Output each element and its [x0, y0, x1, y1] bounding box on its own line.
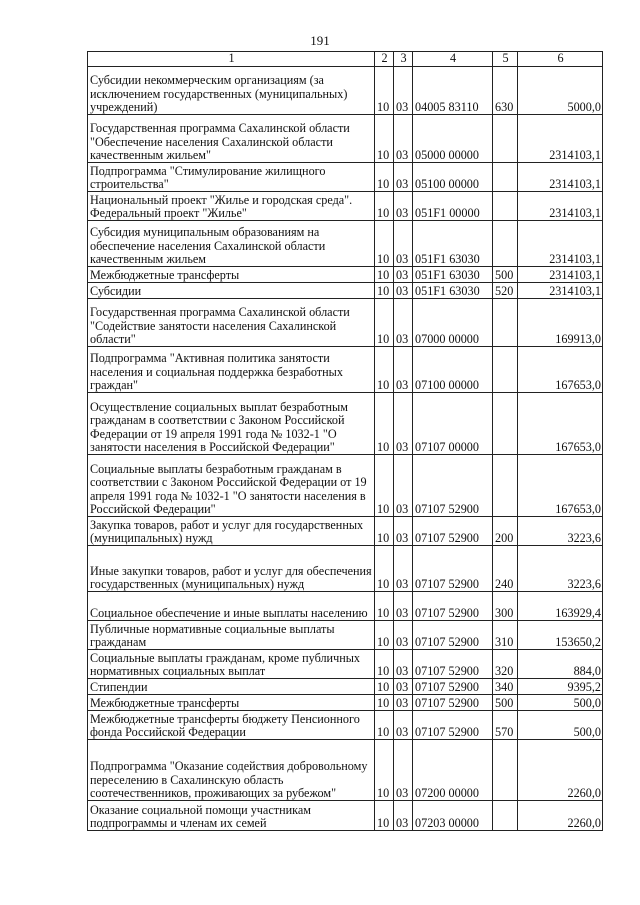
row-amount-cell: 2314103,1	[518, 283, 603, 299]
column-header: 6	[518, 52, 603, 67]
row-target-article-cell: 05000 00000	[413, 115, 493, 163]
table-row	[88, 67, 603, 115]
table-row	[88, 163, 603, 192]
row-target-article-cell: 07107 52900	[413, 455, 493, 517]
row-subsection-cell: 03	[394, 455, 413, 517]
row-name-cell: Подпрограмма "Активная политика занятости населения и социальная поддержка безработных граждан"	[88, 347, 375, 393]
row-section-cell: 10	[375, 546, 394, 592]
row-target-article-cell: 07107 52900	[413, 695, 493, 711]
row-subsection-cell: 03	[394, 67, 413, 115]
row-name-cell: Социальное обеспечение и иные выплаты населению	[88, 592, 375, 621]
row-expense-type-cell: 310	[493, 621, 518, 650]
row-target-article-cell: 07100 00000	[413, 347, 493, 393]
row-section-cell: 10	[375, 740, 394, 801]
row-subsection-cell: 03	[394, 650, 413, 679]
row-amount-cell: 2314103,1	[518, 221, 603, 267]
row-expense-type-cell	[493, 740, 518, 801]
row-subsection-cell: 03	[394, 163, 413, 192]
row-section-cell: 10	[375, 621, 394, 650]
row-section-cell: 10	[375, 67, 394, 115]
row-section-cell: 10	[375, 517, 394, 546]
column-header: 3	[394, 52, 413, 67]
row-target-article-cell: 07107 52900	[413, 517, 493, 546]
row-name-cell: Социальные выплаты безработным гражданам в соответствии с Законом Российской Федерации от 19 апреля 1991 года № 1032-1 "О занятости населения в Российской Федерации"	[88, 455, 375, 517]
table-row	[88, 115, 603, 163]
row-target-article-cell: 07000 00000	[413, 299, 493, 347]
row-name-cell: Государственная программа Сахалинской области "Содействие занятости населения Сахалинской области"	[88, 299, 375, 347]
row-section-cell: 10	[375, 679, 394, 695]
row-subsection-cell: 03	[394, 621, 413, 650]
row-section-cell: 10	[375, 393, 394, 455]
row-target-article-cell: 07107 52900	[413, 650, 493, 679]
row-target-article-cell: 07107 52900	[413, 592, 493, 621]
row-subsection-cell: 03	[394, 115, 413, 163]
table-row	[88, 267, 603, 283]
row-subsection-cell: 03	[394, 221, 413, 267]
row-subsection-cell: 03	[394, 546, 413, 592]
row-subsection-cell: 03	[394, 517, 413, 546]
row-amount-cell: 2314103,1	[518, 115, 603, 163]
row-subsection-cell: 03	[394, 740, 413, 801]
row-amount-cell: 500,0	[518, 695, 603, 711]
column-header: 4	[413, 52, 493, 67]
row-subsection-cell: 03	[394, 267, 413, 283]
row-subsection-cell: 03	[394, 283, 413, 299]
table-row	[88, 299, 603, 347]
row-subsection-cell: 03	[394, 711, 413, 740]
table-row	[88, 347, 603, 393]
row-section-cell: 10	[375, 347, 394, 393]
table-row	[88, 192, 603, 221]
row-amount-cell: 5000,0	[518, 67, 603, 115]
row-amount-cell: 167653,0	[518, 455, 603, 517]
row-expense-type-cell: 300	[493, 592, 518, 621]
row-subsection-cell: 03	[394, 347, 413, 393]
table-row	[88, 801, 603, 831]
row-expense-type-cell: 500	[493, 267, 518, 283]
row-section-cell: 10	[375, 221, 394, 267]
row-name-cell: Оказание социальной помощи участникам подпрограммы и членам их семей	[88, 801, 375, 831]
row-section-cell: 10	[375, 650, 394, 679]
row-name-cell: Подпрограмма "Стимулирование жилищного строительства"	[88, 163, 375, 192]
row-name-cell: Подпрограмма "Оказание содействия добровольному переселению в Сахалинскую область соотечественников, проживающих за рубежом"	[88, 740, 375, 801]
row-name-cell: Межбюджетные трансферты	[88, 267, 375, 283]
row-section-cell: 10	[375, 115, 394, 163]
row-target-article-cell: 07107 52900	[413, 679, 493, 695]
row-name-cell: Осуществление социальных выплат безработным гражданам в соответствии с Законом Российской Федерации от 19 апреля 1991 года № 1032-1 "О занятости населения в Российской Федерации"	[88, 393, 375, 455]
row-target-article-cell: 05100 00000	[413, 163, 493, 192]
table-row	[88, 393, 603, 455]
row-name-cell: Межбюджетные трансферты бюджету Пенсионного фонда Российской Федерации	[88, 711, 375, 740]
row-name-cell: Национальный проект "Жилье и городская среда". Федеральный проект "Жилье"	[88, 192, 375, 221]
row-subsection-cell: 03	[394, 299, 413, 347]
row-amount-cell: 500,0	[518, 711, 603, 740]
row-target-article-cell: 07107 52900	[413, 711, 493, 740]
row-section-cell: 10	[375, 455, 394, 517]
row-name-cell: Социальные выплаты гражданам, кроме публичных нормативных социальных выплат	[88, 650, 375, 679]
column-header: 2	[375, 52, 394, 67]
row-target-article-cell: 07107 52900	[413, 546, 493, 592]
row-expense-type-cell	[493, 192, 518, 221]
table-header-row	[88, 52, 603, 67]
row-expense-type-cell	[493, 393, 518, 455]
row-expense-type-cell: 240	[493, 546, 518, 592]
row-section-cell: 10	[375, 592, 394, 621]
row-amount-cell: 2314103,1	[518, 192, 603, 221]
row-expense-type-cell	[493, 299, 518, 347]
table-row	[88, 221, 603, 267]
row-section-cell: 10	[375, 163, 394, 192]
row-name-cell: Иные закупки товаров, работ и услуг для обеспечения государственных (муниципальных) нужд	[88, 546, 375, 592]
row-amount-cell: 153650,2	[518, 621, 603, 650]
row-expense-type-cell: 630	[493, 67, 518, 115]
table-row	[88, 517, 603, 546]
table-row	[88, 740, 603, 801]
row-name-cell: Публичные нормативные социальные выплаты гражданам	[88, 621, 375, 650]
row-expense-type-cell: 570	[493, 711, 518, 740]
table-row	[88, 455, 603, 517]
row-name-cell: Субсидия муниципальным образованиям на обеспечение населения Сахалинской области качественным жильем	[88, 221, 375, 267]
row-subsection-cell: 03	[394, 192, 413, 221]
table-row	[88, 621, 603, 650]
row-name-cell: Стипендии	[88, 679, 375, 695]
row-section-cell: 10	[375, 283, 394, 299]
table-row	[88, 546, 603, 592]
table-row	[88, 283, 603, 299]
column-header: 5	[493, 52, 518, 67]
row-name-cell: Межбюджетные трансферты	[88, 695, 375, 711]
row-subsection-cell: 03	[394, 695, 413, 711]
row-amount-cell: 9395,2	[518, 679, 603, 695]
row-expense-type-cell: 200	[493, 517, 518, 546]
row-expense-type-cell	[493, 801, 518, 831]
row-amount-cell: 2260,0	[518, 801, 603, 831]
table-row	[88, 650, 603, 679]
row-target-article-cell: 051F1 63030	[413, 221, 493, 267]
row-section-cell: 10	[375, 267, 394, 283]
row-section-cell: 10	[375, 299, 394, 347]
row-expense-type-cell	[493, 347, 518, 393]
row-section-cell: 10	[375, 695, 394, 711]
row-section-cell: 10	[375, 192, 394, 221]
row-amount-cell: 3223,6	[518, 517, 603, 546]
row-target-article-cell: 04005 83110	[413, 67, 493, 115]
row-expense-type-cell: 520	[493, 283, 518, 299]
row-amount-cell: 169913,0	[518, 299, 603, 347]
row-name-cell: Субсидии некоммерческим организациям (за исключением государственных (муниципальных) учреждений)	[88, 67, 375, 115]
row-amount-cell: 167653,0	[518, 393, 603, 455]
row-name-cell: Государственная программа Сахалинской области "Обеспечение населения Сахалинской области качественным жильем"	[88, 115, 375, 163]
budget-table	[87, 51, 603, 831]
row-amount-cell: 2314103,1	[518, 163, 603, 192]
row-target-article-cell: 07107 52900	[413, 621, 493, 650]
row-target-article-cell: 07107 00000	[413, 393, 493, 455]
row-amount-cell: 2260,0	[518, 740, 603, 801]
row-expense-type-cell	[493, 221, 518, 267]
row-amount-cell: 884,0	[518, 650, 603, 679]
row-amount-cell: 163929,4	[518, 592, 603, 621]
row-subsection-cell: 03	[394, 801, 413, 831]
table-row	[88, 711, 603, 740]
table-row	[88, 592, 603, 621]
row-amount-cell: 167653,0	[518, 347, 603, 393]
row-name-cell: Закупка товаров, работ и услуг для государственных (муниципальных) нужд	[88, 517, 375, 546]
row-expense-type-cell: 320	[493, 650, 518, 679]
row-name-cell: Субсидии	[88, 283, 375, 299]
row-section-cell: 10	[375, 801, 394, 831]
row-section-cell: 10	[375, 711, 394, 740]
row-subsection-cell: 03	[394, 679, 413, 695]
row-amount-cell: 3223,6	[518, 546, 603, 592]
row-target-article-cell: 07203 00000	[413, 801, 493, 831]
row-subsection-cell: 03	[394, 393, 413, 455]
table-row	[88, 679, 603, 695]
row-expense-type-cell: 500	[493, 695, 518, 711]
row-expense-type-cell	[493, 455, 518, 517]
row-target-article-cell: 051F1 63030	[413, 267, 493, 283]
row-expense-type-cell	[493, 163, 518, 192]
column-header: 1	[88, 52, 375, 67]
row-target-article-cell: 051F1 00000	[413, 192, 493, 221]
page-number: 191	[310, 33, 330, 48]
row-subsection-cell: 03	[394, 592, 413, 621]
row-target-article-cell: 051F1 63030	[413, 283, 493, 299]
row-target-article-cell: 07200 00000	[413, 740, 493, 801]
table-row	[88, 695, 603, 711]
row-amount-cell: 2314103,1	[518, 267, 603, 283]
row-expense-type-cell: 340	[493, 679, 518, 695]
row-expense-type-cell	[493, 115, 518, 163]
